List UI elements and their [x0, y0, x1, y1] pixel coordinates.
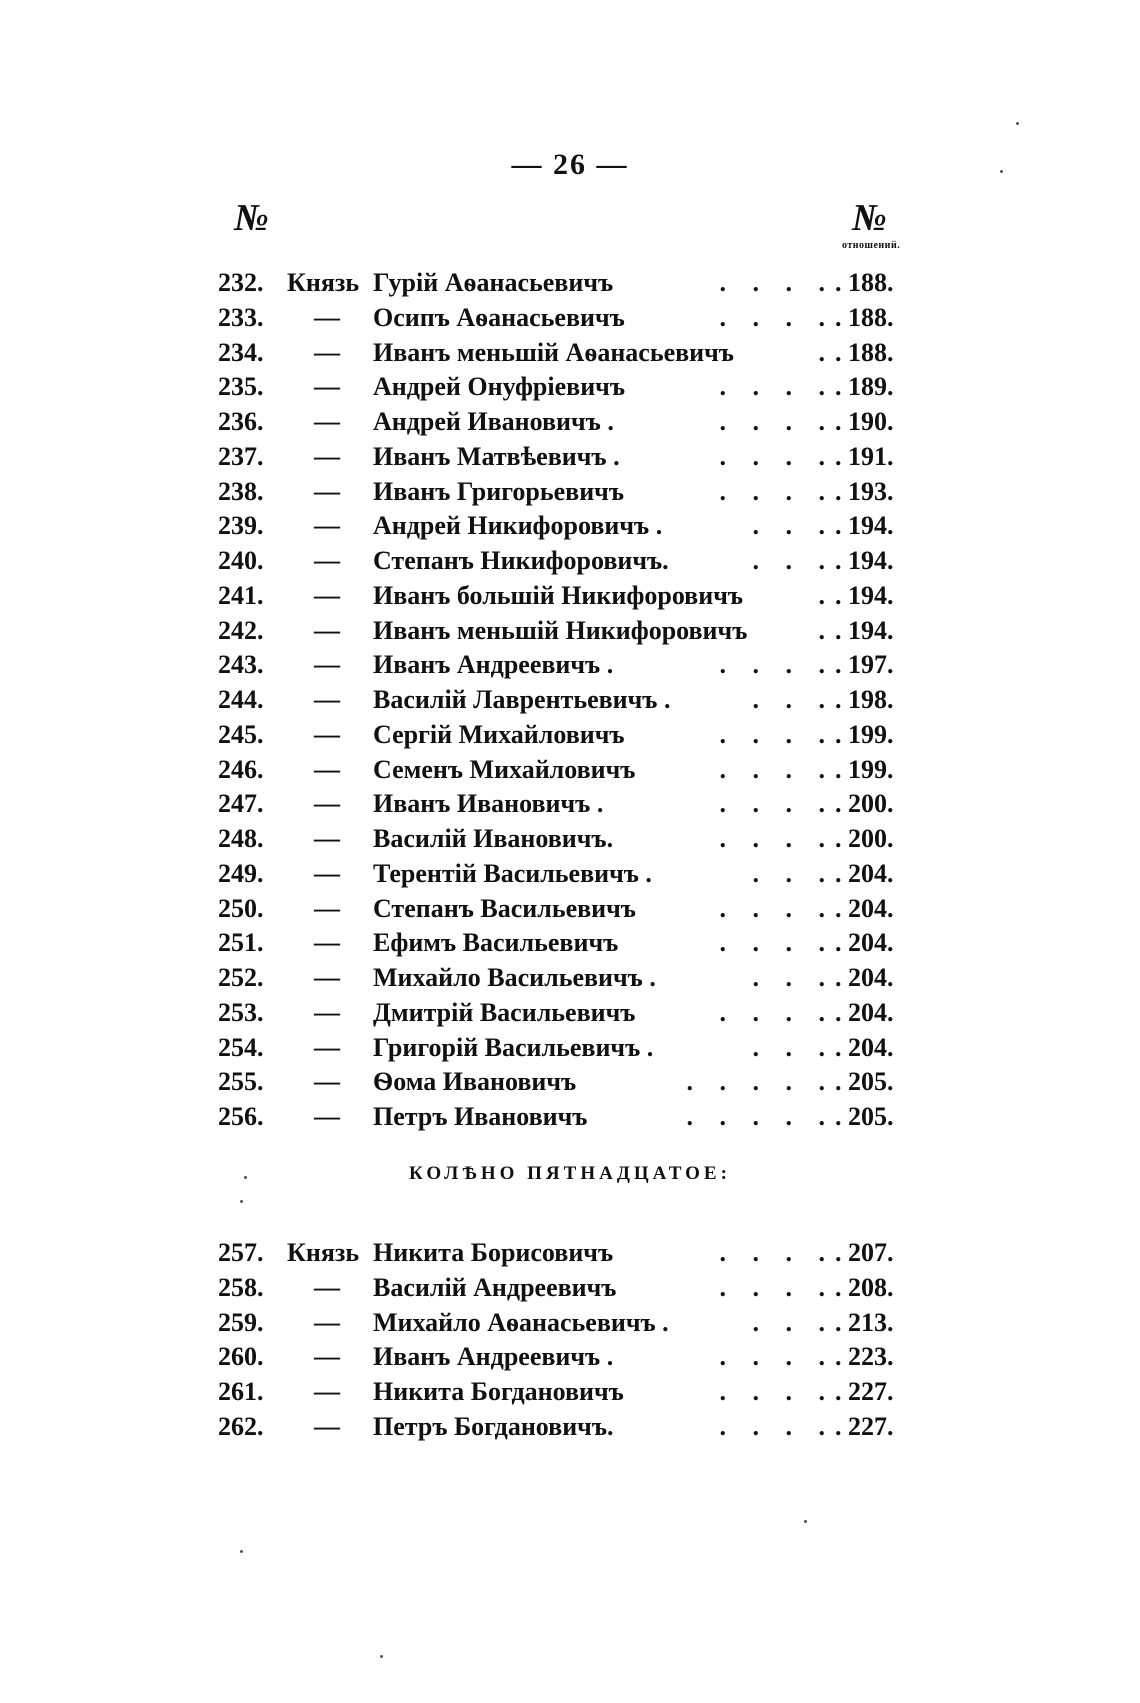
leader-dots: .: [818, 580, 835, 610]
entry-number: 254.: [218, 1032, 264, 1062]
ditto-dash: —: [314, 1102, 340, 1131]
entry-row: [0, 579, 1140, 613]
scan-speck: [380, 1655, 383, 1658]
entry-number: 240.: [218, 546, 264, 575]
leader-dots: . . . .: [719, 1238, 835, 1267]
entry-title: Князь: [287, 268, 360, 297]
entry-row: [0, 614, 1140, 648]
ditto-dash: —: [314, 1067, 340, 1097]
ditto-dash: —: [314, 963, 340, 992]
entry-row: [0, 266, 1140, 300]
entry-number: 248.: [218, 824, 264, 853]
leader-dots: . . .: [752, 546, 835, 575]
section-title: КОЛѢНО ПЯТНАДЦАТОЕ:: [409, 1163, 731, 1184]
entry-number: 255.: [218, 1067, 264, 1097]
scan-speck: [240, 1200, 243, 1203]
entry-number: 237.: [218, 441, 264, 471]
entry-number: 238.: [218, 476, 264, 506]
ditto-dash: —: [314, 1272, 340, 1302]
entry-row: [0, 822, 1140, 856]
relation-number: . 204.: [835, 928, 894, 958]
entry-row: [0, 1065, 1140, 1099]
leader-dots: . . . .: [719, 268, 835, 297]
right-column-subheader: отношений.: [842, 240, 901, 251]
leader-dots: . . .: [752, 858, 835, 888]
leader-dots: . . . .: [719, 754, 835, 784]
entry-name: Дмитрій Васильевичъ: [373, 997, 636, 1027]
entry-number: 257.: [218, 1238, 264, 1267]
entry-name: Сергій Михайловичъ: [373, 719, 625, 749]
entry-row: [0, 440, 1140, 474]
ditto-dash: —: [314, 754, 340, 784]
relation-number: . 197.: [835, 650, 894, 680]
entry-number: 252.: [218, 963, 264, 992]
leader-dots: . . .: [752, 511, 835, 541]
entry-name: Иванъ Андреевичъ .: [373, 1342, 614, 1372]
entry-row: [0, 301, 1140, 335]
relation-number: . 189.: [835, 372, 894, 402]
entry-number: 256.: [218, 1102, 264, 1131]
entry-number: 245.: [218, 719, 264, 749]
entry-name: Иванъ меньшій Никифоровичъ: [373, 615, 748, 645]
entry-row: [0, 961, 1140, 995]
entry-number: 259.: [218, 1307, 264, 1337]
relation-number: . 227.: [835, 1411, 894, 1441]
right-column-header: №: [852, 197, 887, 239]
relation-number: . 194.: [835, 511, 894, 541]
entry-row: [0, 753, 1140, 787]
entry-row: [0, 475, 1140, 509]
entry-title: Князь: [287, 1238, 360, 1267]
entry-name: Гурій Аѳанасьевичъ: [373, 268, 614, 297]
leader-dots: . . . .: [719, 1411, 835, 1441]
relation-number: . 188.: [835, 302, 894, 332]
relation-number: . 188.: [835, 268, 894, 297]
entry-row: [0, 1375, 1140, 1409]
relation-number: . 194.: [835, 615, 894, 645]
entry-number: 262.: [218, 1411, 264, 1441]
entry-name: Семенъ Михайловичъ: [373, 754, 636, 784]
entry-number: 258.: [218, 1272, 264, 1302]
relation-number: . 200.: [835, 824, 894, 853]
leader-dots: . . . .: [719, 997, 835, 1027]
entry-name: Михайло Васильевичъ .: [373, 963, 656, 992]
leader-dots: . . .: [752, 1307, 835, 1337]
leader-dots: . . . .: [719, 407, 835, 436]
entry-name: Осипъ Аѳанасьевичъ: [373, 302, 625, 332]
entry-number: 234.: [218, 337, 264, 367]
relation-number: . 208.: [835, 1272, 894, 1302]
leader-dots: .: [818, 337, 835, 367]
leader-dots: . . . .: [719, 441, 835, 471]
entry-number: 242.: [218, 615, 264, 645]
ditto-dash: —: [314, 789, 340, 819]
leader-dots: . . . .: [719, 893, 835, 923]
entry-row: [0, 996, 1140, 1030]
entry-name: Ѳома Ивановичъ: [373, 1067, 577, 1097]
entry-number: 249.: [218, 858, 264, 888]
relation-number: . 194.: [835, 546, 894, 575]
leader-dots: . . . .: [719, 302, 835, 332]
relation-number: . 204.: [835, 1032, 894, 1062]
leader-dots: . . . . .: [686, 1102, 835, 1131]
leader-dots: . . . .: [719, 789, 835, 819]
entry-name: Андрей Онуфріевичъ: [373, 372, 626, 402]
entry-row: [0, 892, 1140, 926]
entry-row: [0, 1340, 1140, 1374]
entry-row: [0, 405, 1140, 439]
page-number: — 26 —: [511, 148, 629, 181]
scan-speck: [1000, 170, 1003, 173]
entry-name: Василій Андреевичъ: [373, 1272, 617, 1302]
ditto-dash: —: [314, 337, 340, 367]
entry-number: 260.: [218, 1342, 264, 1372]
relation-number: . 191.: [835, 441, 894, 471]
ditto-dash: —: [314, 893, 340, 923]
entry-name: Василій Лаврентьевичъ .: [373, 685, 671, 714]
relation-number: . 223.: [835, 1342, 894, 1372]
entry-name: Никита Богдановичъ: [373, 1377, 624, 1406]
entry-number: 250.: [218, 893, 264, 923]
ditto-dash: —: [314, 1342, 340, 1372]
entry-name: Григорій Васильевичъ .: [373, 1032, 654, 1062]
entry-number: 232.: [218, 268, 264, 297]
relation-number: . 207.: [835, 1238, 894, 1267]
relation-number: . 188.: [835, 337, 894, 367]
entry-number: 246.: [218, 754, 264, 784]
relation-number: . 204.: [835, 858, 894, 888]
leader-dots: . . .: [752, 685, 835, 714]
relation-number: . 204.: [835, 997, 894, 1027]
entry-row: [0, 857, 1140, 891]
ditto-dash: —: [314, 441, 340, 471]
scan-speck: [240, 1550, 243, 1553]
ditto-dash: —: [314, 546, 340, 575]
relation-number: . 194.: [835, 580, 894, 610]
entry-name: Петръ Ивановичъ: [373, 1102, 588, 1131]
entry-number: 239.: [218, 511, 264, 541]
entry-name: Михайло Аѳанасьевичъ .: [373, 1307, 669, 1337]
relation-number: . 205.: [835, 1067, 894, 1097]
ditto-dash: —: [314, 476, 340, 506]
entry-name: Терентій Васильевичъ .: [373, 858, 652, 888]
relation-number: . 204.: [835, 963, 894, 992]
leader-dots: . . . .: [719, 824, 835, 853]
entry-name: Андрей Ивановичъ .: [373, 407, 614, 436]
entry-number: 241.: [218, 580, 264, 610]
relation-number: . 204.: [835, 893, 894, 923]
entry-row: [0, 1100, 1140, 1134]
ditto-dash: —: [314, 997, 340, 1027]
ditto-dash: —: [314, 615, 340, 645]
relation-number: . 193.: [835, 476, 894, 506]
ditto-dash: —: [314, 1411, 340, 1441]
relation-number: . 199.: [835, 754, 894, 784]
ditto-dash: —: [314, 1377, 340, 1406]
entry-number: 235.: [218, 372, 264, 402]
entry-row: [0, 1031, 1140, 1065]
entry-name: Никита Борисовичъ: [373, 1238, 614, 1267]
entry-row: [0, 683, 1140, 717]
leader-dots: . . .: [752, 963, 835, 992]
entry-row: [0, 509, 1140, 543]
entry-name: Иванъ меньшій Аѳанасьевичъ: [373, 337, 734, 367]
entry-row: [0, 718, 1140, 752]
scan-speck: [1016, 122, 1019, 125]
entry-number: 247.: [218, 789, 264, 819]
ditto-dash: —: [314, 372, 340, 402]
ditto-dash: —: [314, 719, 340, 749]
scan-speck: [804, 1520, 807, 1523]
leader-dots: . . . .: [719, 476, 835, 506]
ditto-dash: —: [314, 302, 340, 332]
entry-name: Степанъ Васильевичъ: [373, 893, 636, 923]
entry-number: 253.: [218, 997, 264, 1027]
entry-row: [0, 1236, 1140, 1270]
left-column-header: №: [234, 197, 269, 239]
ditto-dash: —: [314, 650, 340, 680]
leader-dots: . . . .: [719, 928, 835, 958]
entry-name: Степанъ Никифоровичъ.: [373, 546, 669, 575]
relation-number: . 199.: [835, 719, 894, 749]
ditto-dash: —: [314, 580, 340, 610]
ditto-dash: —: [314, 685, 340, 714]
ditto-dash: —: [314, 1307, 340, 1337]
entry-row: [0, 926, 1140, 960]
entry-row: [0, 1410, 1140, 1444]
leader-dots: . . . .: [719, 1377, 835, 1406]
entry-name: Василій Ивановичъ.: [373, 824, 614, 853]
relation-number: . 190.: [835, 407, 894, 436]
entry-row: [0, 1271, 1140, 1305]
entry-name: Иванъ Андреевичъ .: [373, 650, 614, 680]
entry-row: [0, 1306, 1140, 1340]
entry-row: [0, 336, 1140, 370]
ditto-dash: —: [314, 407, 340, 436]
entry-number: 244.: [218, 685, 264, 714]
entry-number: 251.: [218, 928, 264, 958]
entry-number: 233.: [218, 302, 264, 332]
leader-dots: . . .: [752, 1032, 835, 1062]
entry-name: Иванъ Григорьевичъ: [373, 476, 624, 506]
ditto-dash: —: [314, 824, 340, 853]
entry-name: Иванъ Матвѣевичъ .: [373, 441, 620, 471]
ditto-dash: —: [314, 858, 340, 888]
leader-dots: . . . .: [719, 650, 835, 680]
relation-number: . 205.: [835, 1102, 894, 1131]
entry-row: [0, 370, 1140, 404]
entry-row: [0, 787, 1140, 821]
relation-number: . 198.: [835, 685, 894, 714]
ditto-dash: —: [314, 928, 340, 958]
entry-name: Петръ Богдановичъ.: [373, 1411, 614, 1441]
entry-name: Андрей Никифоровичъ .: [373, 511, 663, 541]
relation-number: . 200.: [835, 789, 894, 819]
leader-dots: . . . .: [719, 719, 835, 749]
relation-number: . 227.: [835, 1377, 894, 1406]
leader-dots: . . . .: [719, 372, 835, 402]
entry-number: 236.: [218, 407, 264, 436]
relation-number: . 213.: [835, 1307, 894, 1337]
scan-speck: [244, 1176, 247, 1179]
leader-dots: .: [818, 615, 835, 645]
leader-dots: . . . .: [719, 1342, 835, 1372]
entry-row: [0, 544, 1140, 578]
entry-name: Иванъ Ивановичъ .: [373, 789, 604, 819]
ditto-dash: —: [314, 1032, 340, 1062]
entry-name: Иванъ большій Никифоровичъ: [373, 580, 744, 610]
entry-number: 243.: [218, 650, 264, 680]
entry-row: [0, 648, 1140, 682]
entry-name: Ефимъ Васильевичъ: [373, 928, 619, 958]
leader-dots: . . . .: [719, 1272, 835, 1302]
ditto-dash: —: [314, 511, 340, 541]
leader-dots: . . . . .: [686, 1067, 835, 1097]
entry-number: 261.: [218, 1377, 264, 1406]
